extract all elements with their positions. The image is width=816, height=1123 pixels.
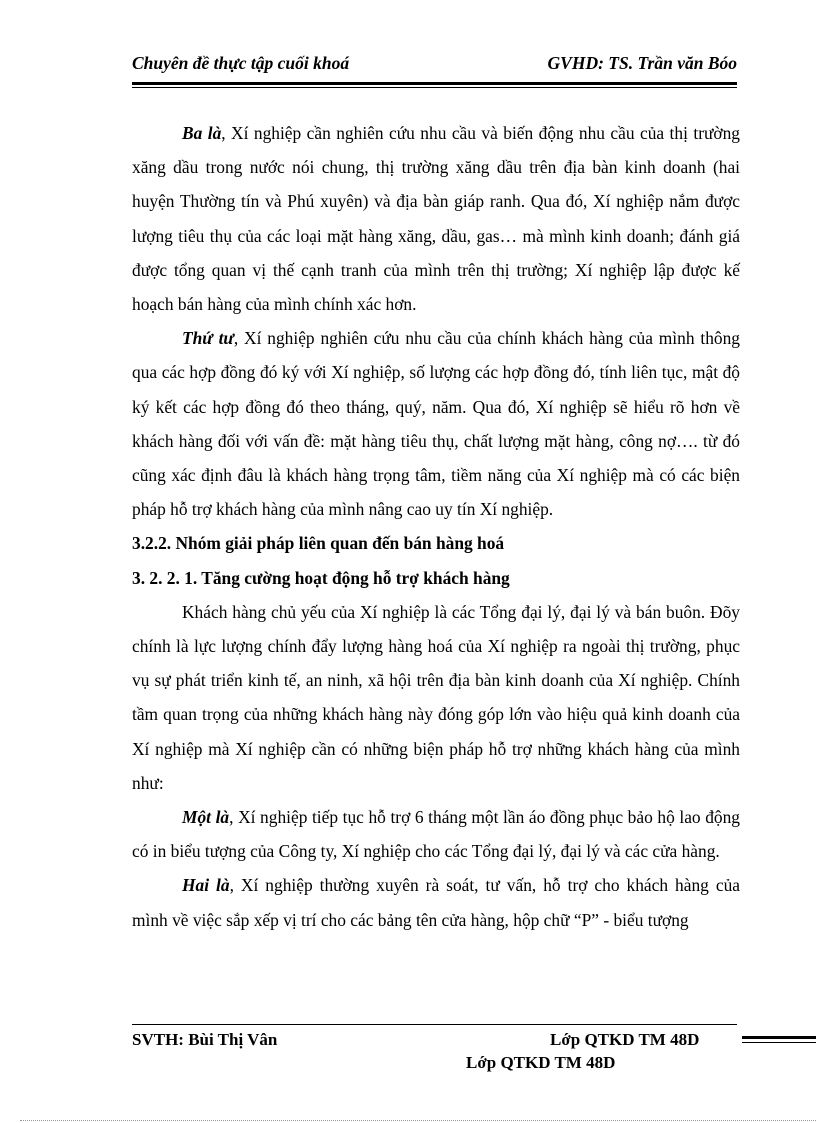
footer-class-duplicate: Lớp QTKD TM 48D: [466, 1053, 616, 1072]
paragraph-text: , Xí nghiệp tiếp tục hỗ trợ 6 tháng một lần áo đồng phục bảo hộ lao động có in biểu tượng của Công ty, Xí nghiệp cho các Tổng đại lý, đại lý và các cửa hàng.: [132, 807, 740, 862]
header-title: Chuyên đề thực tập cuối khoá: [132, 53, 350, 73]
paragraph-text: , Xí nghiệp thường xuyên rà soát, tư vấn, hỗ trợ cho khách hàng của mình về việc sắp xếp vị trí cho các bảng tên cửa hàng, hộp chữ “P” - biểu tượng: [132, 875, 740, 930]
paragraph-lead: Một là: [182, 807, 230, 828]
page-bottom-dotted-line: [20, 1120, 816, 1121]
paragraph-lead: Thứ tư: [182, 328, 234, 349]
paragraph-ba-la: [132, 116, 740, 321]
footer-bar-thin: [742, 1042, 816, 1043]
section-heading: 3.2.2. Nhóm giải pháp liên quan đến bán hàng hoá: [132, 533, 505, 554]
header-rule-thick: [132, 82, 737, 85]
paragraph-text: , Xí nghiệp cần nghiên cứu nhu cầu và biến động nhu cầu của thị trường xăng dầu trong nước nói chung, thị trường xăng dầu trên địa bàn kinh doanh (hai huyện Thường tín và Phú xuyên) và địa bàn giáp ranh. Qua đó, Xí nghiệp nắm được lượng tiêu thụ của các loại mặt hàng xăng, dầu, gas… mà mình kinh doanh; đánh giá được tổng quan vị thế cạnh tranh của mình trên thị trường; Xí nghiệp lập được kế hoạch bán hàng của mình chính xác hơn.: [132, 123, 740, 315]
paragraph-thu-tu: [132, 321, 740, 526]
paragraph-khach-hang: Khách hàng chủ yếu của Xí nghiệp là các Tổng đại lý, đại lý và bán buôn. Đõy chính là lực lượng chính đẩy lượng hàng hoá của Xí nghiệp ra ngoài thị trường, phục vụ sự phát triển kinh tế, an ninh, xã hội trên địa bàn kinh doanh của Xí nghiệp. Chính tầm quan trọng của những khách hàng này đóng góp lớn vào hiệu quả kinh doanh của Xí nghiệp mà Xí nghiệp cần có những biện pháp hỗ trợ những khách hàng của mình như:: [132, 601, 740, 793]
page-header: [132, 48, 737, 78]
paragraph-lead: Hai là: [182, 875, 230, 896]
paragraph-hai-la: [132, 868, 740, 936]
footer-rule: [132, 1024, 737, 1025]
footer-student: SVTH: Bùi Thị Vân: [132, 1030, 278, 1049]
document-body: [132, 116, 740, 937]
paragraph-text: , Xí nghiệp nghiên cứu nhu cầu của chính khách hàng của mình thông qua các hợp đồng đó ký với Xí nghiệp, số lượng các hợp đồng đó, tính liên tục, mật độ ký kết các hợp đồng đó theo tháng, quý, năm. Qua đó, Xí nghiệp sẽ hiểu rõ hơn về khách hàng đối với vấn đề: mặt hàng tiêu thụ, chất lượng mặt hàng, công nợ…. từ đó cũng xác định đâu là khách hàng trọng tâm, tiềm năng của Xí nghiệp mà có các biện pháp hỗ trợ khách hàng của mình nâng cao uy tín Xí nghiệp.: [132, 328, 741, 520]
subsection-heading: 3. 2. 2. 1. Tăng cường hoạt động hỗ trợ khách hàng: [132, 567, 510, 588]
footer-bar-thick: [742, 1036, 816, 1039]
header-advisor: GVHD: TS. Trần văn Bóo: [547, 53, 737, 73]
paragraph-lead: Ba là: [182, 123, 222, 143]
paragraph-mot-la: [132, 800, 740, 868]
header-rule-thin: [132, 87, 737, 88]
footer-class: Lớp QTKD TM 48D: [550, 1030, 700, 1049]
